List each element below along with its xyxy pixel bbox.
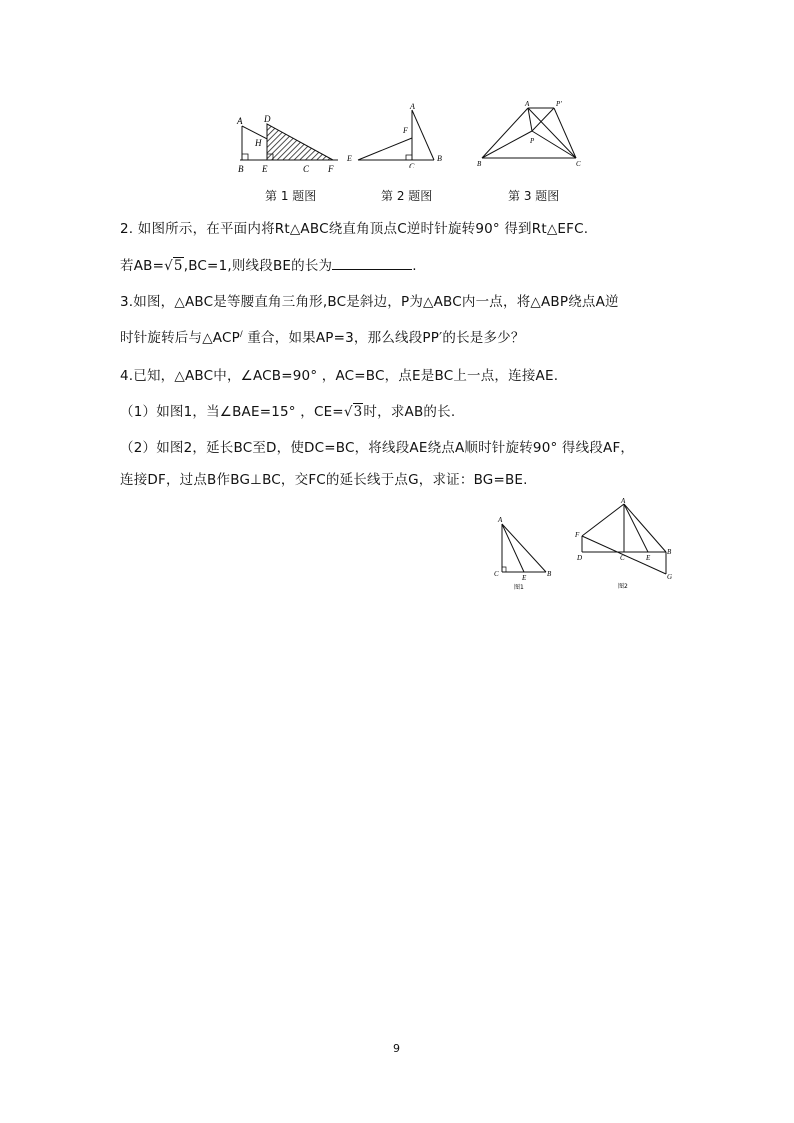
label-G: G xyxy=(667,573,673,581)
label-P: P xyxy=(530,137,535,145)
label-F: F xyxy=(328,164,334,174)
question-2-line-1: 2. 如图所示，在平面内将Rt△ABC绕直角顶点C逆时针旋转90° 得到Rt△EFC. xyxy=(120,221,589,237)
page-number: 9 xyxy=(393,1042,400,1055)
label-B: B xyxy=(667,548,672,556)
label-D: D xyxy=(264,114,271,124)
sqrt-expression: √5 xyxy=(164,258,183,274)
figure-1-diagram xyxy=(234,112,340,178)
figure-1-caption: 第 1 题图 xyxy=(265,189,317,203)
question-4-part-1-prefix: （1）如图1，当∠BAE=15° ，CE= xyxy=(120,404,344,420)
label-F: F xyxy=(403,126,408,135)
label-C: C xyxy=(620,554,625,562)
question-3-text-a: 时针旋转后与△ACP xyxy=(120,330,240,346)
question-3-superscript: / xyxy=(239,329,243,339)
label-A: A xyxy=(498,516,503,524)
label-A: A xyxy=(621,497,626,505)
label-E: E xyxy=(262,164,268,174)
figure-3-diagram xyxy=(476,98,586,170)
label-A: A xyxy=(525,100,530,108)
figure-bottom-2-diagram xyxy=(572,496,676,592)
question-2-line-2 xyxy=(120,254,417,274)
sqrt-radicand: 5 xyxy=(173,258,183,274)
question-4-part-1-suffix: 时，求AB的长. xyxy=(363,404,456,420)
figure-bottom-1-caption: 图1 xyxy=(514,584,524,591)
figure-bottom-2-caption: 图2 xyxy=(618,583,628,590)
question-3-line-2 xyxy=(120,326,525,346)
label-A: A xyxy=(410,102,415,111)
label-F: F xyxy=(575,531,580,539)
question-4-part-2-line-1: （2）如图2，延长BC至D，使DC=BC，将线段AE绕点A顺时针旋转90° 得线段AF， xyxy=(120,440,635,456)
question-4-line-1: 4.已知，△ABC中，∠ACB=90° ，AC=BC，点E是BC上一点，连接AE. xyxy=(120,368,559,384)
label-B: B xyxy=(437,154,442,163)
figure-2-caption: 第 2 题图 xyxy=(381,189,433,203)
answer-blank[interactable] xyxy=(332,257,412,270)
label-E: E xyxy=(522,574,527,582)
label-B: B xyxy=(547,570,552,578)
figure-3-caption: 第 3 题图 xyxy=(508,189,560,203)
label-C: C xyxy=(409,162,415,168)
question-3-line-1: 3.如图，△ABC是等腰直角三角形,BC是斜边，P为△ABC内一点，将△ABP绕点A逆 xyxy=(120,294,619,310)
sqrt-expression: √3 xyxy=(343,404,363,420)
question-4-part-1 xyxy=(120,400,455,420)
label-H: H xyxy=(255,138,262,148)
label-A: A xyxy=(237,116,243,126)
figure-bottom-1-diagram xyxy=(490,512,556,592)
label-B: B xyxy=(238,164,244,174)
question-2-suffix: . xyxy=(412,258,417,274)
figure-2-diagram xyxy=(344,100,450,168)
label-D: D xyxy=(577,554,583,562)
question-4-part-2-line-2: 连接DF，过点B作BG⊥BC，交FC的延长线于点G，求证：BG=BE. xyxy=(120,472,528,488)
label-E: E xyxy=(347,154,352,163)
label-C: C xyxy=(303,164,310,174)
sqrt-radicand: 3 xyxy=(353,404,363,420)
label-E: E xyxy=(646,554,651,562)
label-B: B xyxy=(477,160,482,168)
label-P-prime: P′ xyxy=(556,100,562,108)
question-3-text-b: 重合，如果AP=3，那么线段PP′的长是多少？ xyxy=(242,330,525,346)
label-C: C xyxy=(576,160,581,168)
question-2-prefix: 若AB= xyxy=(120,258,165,274)
question-2-mid: ,BC=1,则线段BE的长为 xyxy=(183,258,333,274)
label-C: C xyxy=(494,570,499,578)
